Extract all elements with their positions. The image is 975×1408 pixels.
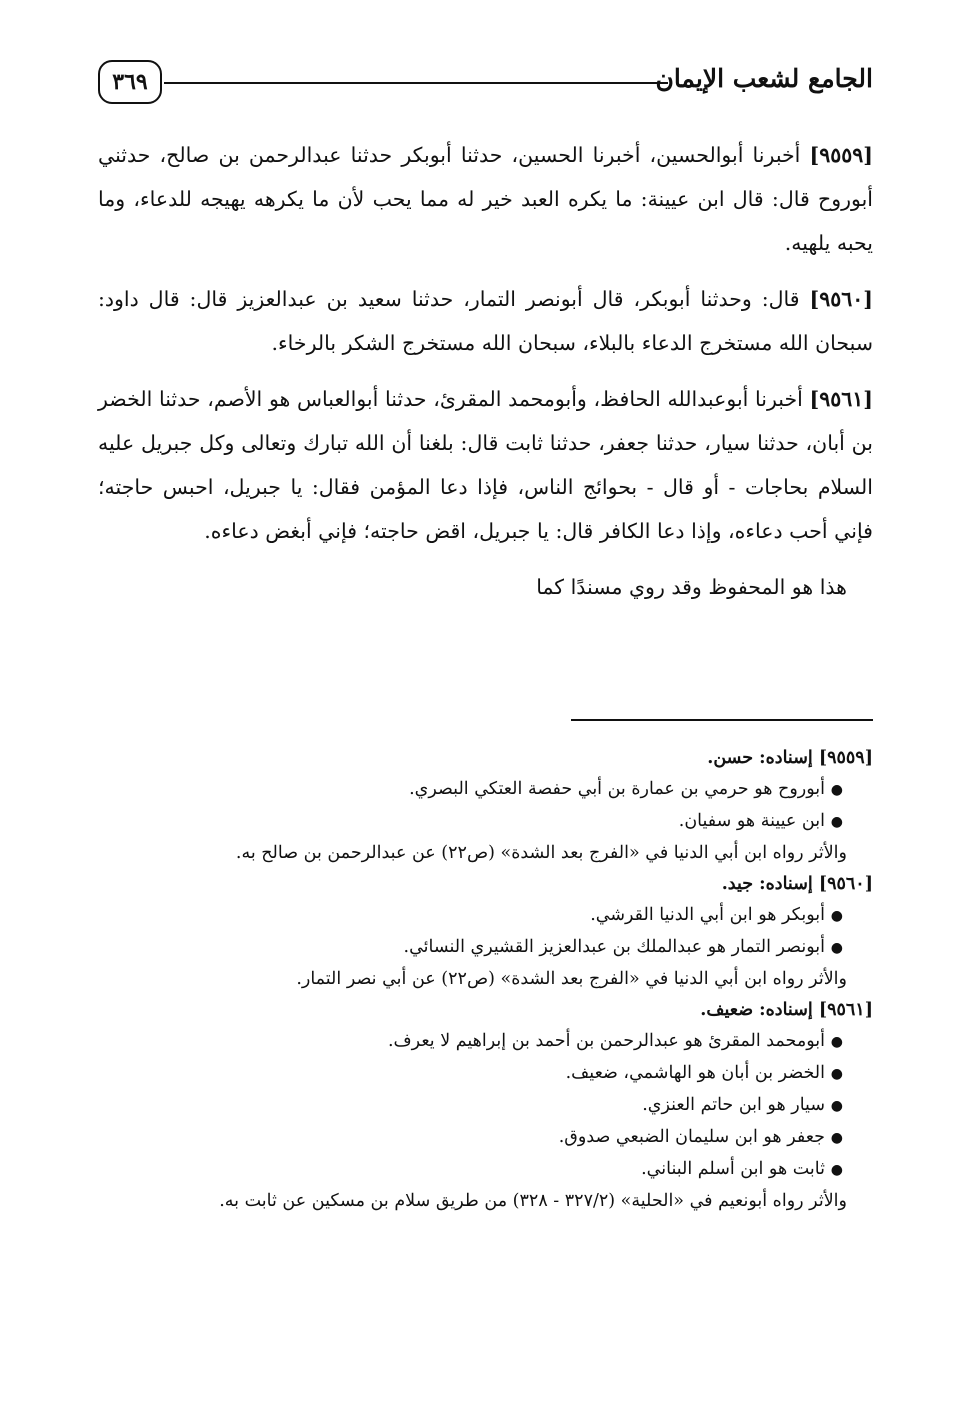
- footnote-number: [٩٥٦٠]: [818, 874, 873, 894]
- bullet-icon: ●: [830, 1066, 843, 1082]
- narrator-note: أبوبكر هو ابن أبي الدنيا القرشي.: [590, 905, 825, 925]
- narrator-item: [98, 1026, 843, 1058]
- narrator-note: أبوروح هو حرمي بن عمارة بن أبي حفصة العتكي البصري.: [409, 779, 825, 799]
- narrator-item: [98, 1154, 843, 1186]
- narrator-list: [98, 774, 873, 838]
- page-header: [98, 60, 873, 110]
- isnad-grade: حسن.: [707, 748, 754, 768]
- narrator-item: [98, 900, 843, 932]
- bullet-icon: ●: [830, 1130, 843, 1146]
- narrator-note: أبونصر التمار هو عبدالملك بن عبدالعزيز القشيري النسائي.: [403, 937, 825, 957]
- isnad-label: إسناده:: [759, 1000, 813, 1020]
- hadith-number: [٩٥٦١]: [809, 387, 873, 411]
- hadith-number: [٩٥٥٩]: [809, 143, 873, 167]
- main-text: [98, 133, 873, 621]
- narrator-note: الخضر بن أبان هو الهاشمي، ضعيف.: [565, 1063, 825, 1083]
- narrator-list: [98, 900, 873, 964]
- header-rule: [164, 82, 668, 84]
- hadith-text: أخبرنا أبوالحسين، أخبرنا الحسين، حدثنا أبوبكر حدثنا عبدالرحمن بن صالح، حدثني أبوروح قال: قال ابن عيينة: ما يكره العبد خير له مما يحب لأن ما يكرهه يهيجه للدعاء، وما يحبه يلهيه.: [98, 143, 873, 255]
- footnote-source: والأثر رواه أبونعيم في «الحلية» (٣٢٧/٢ - ٣٢٨) من طريق سلام بن مسكين عن ثابت به.: [219, 1191, 847, 1211]
- bullet-icon: ●: [830, 1162, 843, 1178]
- isnad-label: إسناده:: [759, 874, 813, 894]
- footnote-block: [98, 869, 873, 995]
- narrator-note: سيار هو ابن حاتم العنزي.: [642, 1095, 825, 1115]
- bullet-icon: ●: [830, 1098, 843, 1114]
- isnad-grade: جيد.: [721, 874, 754, 894]
- footnote-heading: [98, 869, 873, 900]
- bullet-icon: ●: [830, 782, 843, 798]
- hadith-text: قال: وحدثنا أبوبكر، قال أبونصر التمار، حدثنا سعيد بن عبدالعزيز قال: قال داود: سبحان الله مستخرج الدعاء بالبلاء، سبحان الله مستخرج الشكر بالرخاء.: [98, 287, 873, 355]
- page-number-badge: ٣٦٩: [98, 60, 162, 104]
- isnad-grade: ضعيف.: [700, 1000, 754, 1020]
- narrator-item: [98, 1090, 843, 1122]
- narrator-item: [98, 806, 843, 838]
- hadith-paragraph: [98, 133, 873, 265]
- footnote-block: [98, 995, 873, 1217]
- hadith-text: أخبرنا أبوعبدالله الحافظ، وأبومحمد المقرئ، حدثنا أبوالعباس هو الأصم، حدثنا الخضر بن أبان، حدثنا سيار، حدثنا جعفر، حدثنا ثابت قال: بلغنا أن الله تبارك وتعالى وكل جبريل عليه السلام بحاجات - أو قال - بحوائج الناس، فإذا دعا المؤمن فقال: يا جبريل، احبس حاجته؛ فإني أحب دعاءه، وإذا دعا الكافر قال: يا جبريل، اقض حاجته؛ فإني أبغض دعاءه.: [98, 387, 873, 543]
- isnad-label: إسناده:: [759, 748, 813, 768]
- narrator-note: أبومحمد المقرئ هو عبدالرحمن بن أحمد بن إبراهيم لا يعرف.: [387, 1031, 825, 1051]
- hadith-paragraph: [98, 377, 873, 553]
- footnote-number: [٩٥٦١]: [818, 1000, 873, 1020]
- narrator-list: [98, 1026, 873, 1186]
- narrator-note: جعفر هو ابن سليمان الضبعي صدوق.: [558, 1127, 825, 1147]
- hadith-number: [٩٥٦٠]: [809, 287, 873, 311]
- bullet-icon: ●: [830, 1034, 843, 1050]
- footnotes: [98, 743, 873, 1217]
- narrator-note: ابن عيينة هو سفيان.: [678, 811, 825, 831]
- bullet-icon: ●: [830, 814, 843, 830]
- footnote-heading: [98, 995, 873, 1026]
- narrator-item: [98, 932, 843, 964]
- footnote-heading: [98, 743, 873, 774]
- bullet-icon: ●: [830, 908, 843, 924]
- bullet-icon: ●: [830, 940, 843, 956]
- narrator-item: [98, 1122, 843, 1154]
- footnote-source: والأثر رواه ابن أبي الدنيا في «الفرج بعد الشدة» (ص٢٢) عن عبدالرحمن بن صالح به.: [235, 843, 847, 863]
- narrator-item: [98, 774, 843, 806]
- footnote-source: والأثر رواه ابن أبي الدنيا في «الفرج بعد الشدة» (ص٢٢) عن أبي نصر التمار.: [296, 969, 847, 989]
- footnote-block: [98, 743, 873, 869]
- hadith-paragraph: [98, 277, 873, 365]
- footnote-divider: [571, 719, 873, 721]
- narrator-note: ثابت هو ابن أسلم البناني.: [641, 1159, 825, 1179]
- footnote-number: [٩٥٥٩]: [818, 748, 873, 768]
- book-title: الجامع لشعب الإيمان: [655, 64, 873, 93]
- narrator-item: [98, 1058, 843, 1090]
- closing-line: هذا هو المحفوظ وقد روي مسندًا كما: [536, 575, 847, 599]
